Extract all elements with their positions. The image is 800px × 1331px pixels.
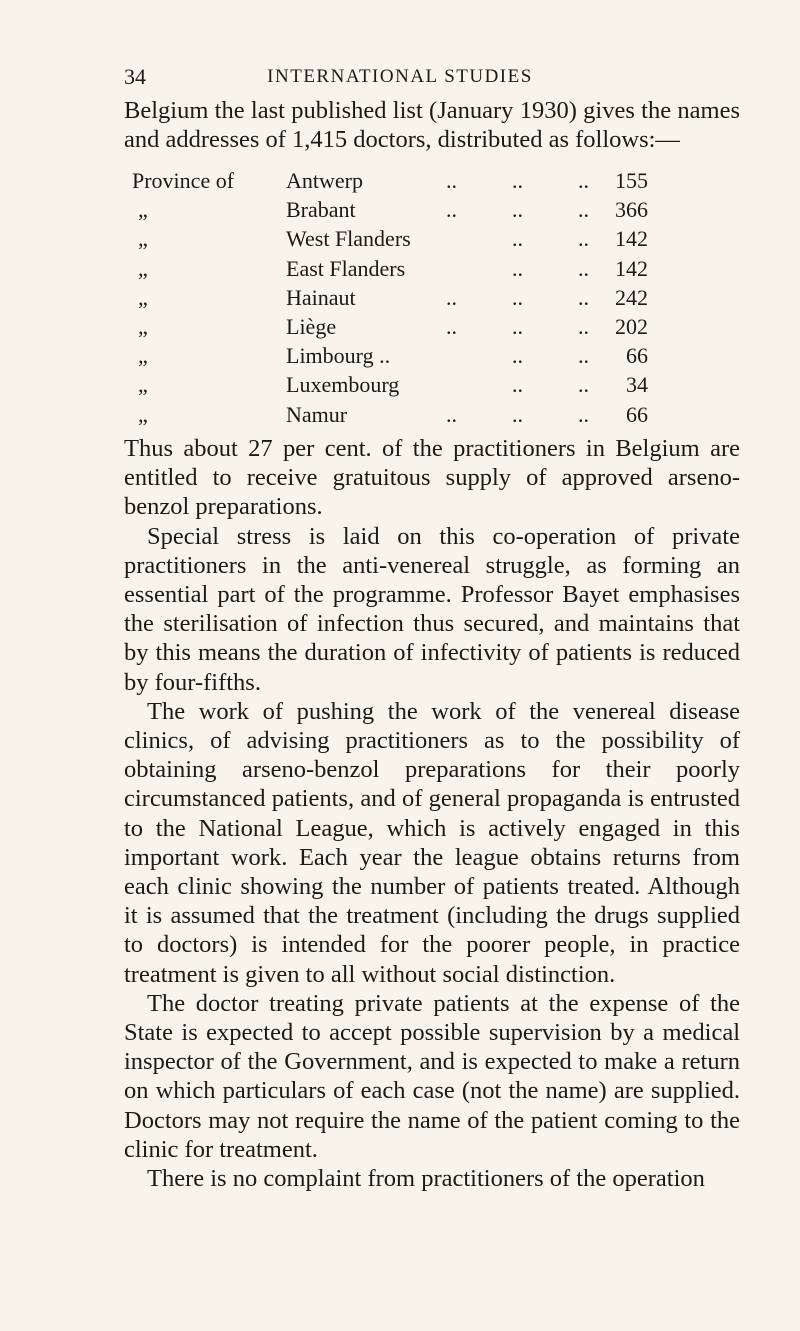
- paragraph: Special stress is laid on this co-operation of private practitioners in the anti-venereal struggle, as forming an essential part of the programme. Professor Bayet emphasises the sterilisation of infection thus secured, and maintains that by this means the duration of infectivity of patients is reduced by four-fifths.: [124, 522, 740, 696]
- province-name: Luxembourg: [286, 372, 400, 398]
- doctor-count: 66: [626, 343, 648, 369]
- leader-dots: ..: [446, 314, 457, 340]
- table-row: [132, 370, 648, 399]
- leader-dots: ..: [578, 314, 589, 340]
- table-row: [132, 224, 648, 253]
- leader-dots: ..: [578, 343, 589, 369]
- ditto-mark: „: [138, 226, 148, 252]
- leader-dots: [446, 341, 512, 370]
- page-number: 34: [124, 64, 146, 89]
- leader-dots: ..: [446, 197, 457, 223]
- lead-paragraph-block: [124, 96, 740, 154]
- table-row: [132, 400, 648, 429]
- province-name: Namur: [286, 401, 348, 427]
- leader-dots: ..: [512, 372, 523, 398]
- leader-dots: ..: [578, 401, 589, 427]
- leader-dots: ..: [446, 168, 457, 193]
- leader-dots: ..: [512, 284, 523, 310]
- leader-dots: ..: [512, 314, 523, 340]
- province-name: Limbourg ..: [286, 343, 391, 369]
- table-row: [132, 195, 648, 224]
- leader-dots: ..: [512, 401, 523, 427]
- table-row: [132, 312, 648, 341]
- ditto-mark: „: [138, 197, 148, 223]
- province-name: Antwerp: [286, 168, 363, 193]
- table-row: [132, 166, 648, 195]
- body-text: [124, 434, 740, 1193]
- ditto-mark: „: [138, 401, 148, 427]
- province-name: West Flanders: [286, 226, 411, 252]
- ditto-mark: „: [138, 314, 148, 340]
- table-row: [132, 254, 648, 283]
- paragraph: The work of pushing the work of the venereal disease clinics, of advising practitioners as to the possibility of obtaining arseno-benzol preparations for their poorly circumstanced patients, and of general propaganda is entrusted to the National League, which is actively engaged in this important work. Each year the league obtains returns from each clinic showing the number of patients treated. Although it is assumed that the treatment (including the drugs supplied to doctors) is intended for the poorer people, in practice treatment is given to all without social distinction.: [124, 697, 740, 988]
- paragraph: Thus about 27 per cent. of the practitioners in Belgium are entitled to receive gratuitous supply of approved arseno-benzol preparations.: [124, 435, 740, 521]
- doctor-count: 142: [615, 226, 648, 252]
- paragraph: There is no complaint from practitioners of the operation: [147, 1165, 705, 1193]
- doctor-count: 34: [626, 372, 648, 398]
- running-head: INTERNATIONAL STUDIES: [267, 66, 533, 87]
- doctor-count: 366: [615, 197, 648, 223]
- table-row: [132, 283, 648, 312]
- leader-dots: [446, 224, 512, 253]
- doctor-count: 66: [626, 401, 648, 427]
- leader-dots: ..: [578, 255, 589, 281]
- leader-dots: ..: [512, 255, 523, 281]
- doctor-count: 142: [615, 255, 648, 281]
- province-table: [132, 166, 648, 429]
- paragraph: The doctor treating private patients at the expense of the State is expected to accept possible supervision by a medical inspector of the Government, and is expected to make a return on which particulars of each case (not the name) are supplied. Doctors may not require the name of the patient coming to the clinic for treatment.: [124, 989, 740, 1163]
- leader-dots: ..: [446, 401, 457, 427]
- leader-dots: ..: [512, 343, 523, 369]
- leader-dots: ..: [578, 284, 589, 310]
- leader-dots: ..: [512, 197, 523, 223]
- province-name: Hainaut: [286, 284, 356, 310]
- doctor-count: 202: [615, 314, 648, 340]
- leader-dots: ..: [578, 168, 589, 193]
- leader-dots: ..: [446, 284, 457, 310]
- province-name: Liège: [286, 314, 337, 340]
- leader-dots: ..: [578, 372, 589, 398]
- province-name: Brabant: [286, 197, 356, 223]
- ditto-mark: „: [138, 343, 148, 369]
- province-prefix: Province of: [132, 168, 235, 193]
- ditto-mark: „: [138, 284, 148, 310]
- ditto-mark: „: [138, 372, 148, 398]
- lead-paragraph: Belgium the last published list (January 1930) gives the names and addresses of 1,415 doctors, distributed as follows:—: [124, 97, 740, 153]
- table-row: [132, 341, 648, 370]
- leader-dots: [446, 370, 512, 399]
- leader-dots: ..: [512, 226, 523, 252]
- leader-dots: ..: [512, 168, 523, 193]
- leader-dots: ..: [578, 226, 589, 252]
- ditto-mark: „: [138, 255, 148, 281]
- leader-dots: [446, 254, 512, 283]
- doctor-count: 155: [615, 168, 648, 193]
- doctor-count: 242: [615, 284, 648, 310]
- leader-dots: ..: [578, 197, 589, 223]
- province-name: East Flanders: [286, 255, 406, 281]
